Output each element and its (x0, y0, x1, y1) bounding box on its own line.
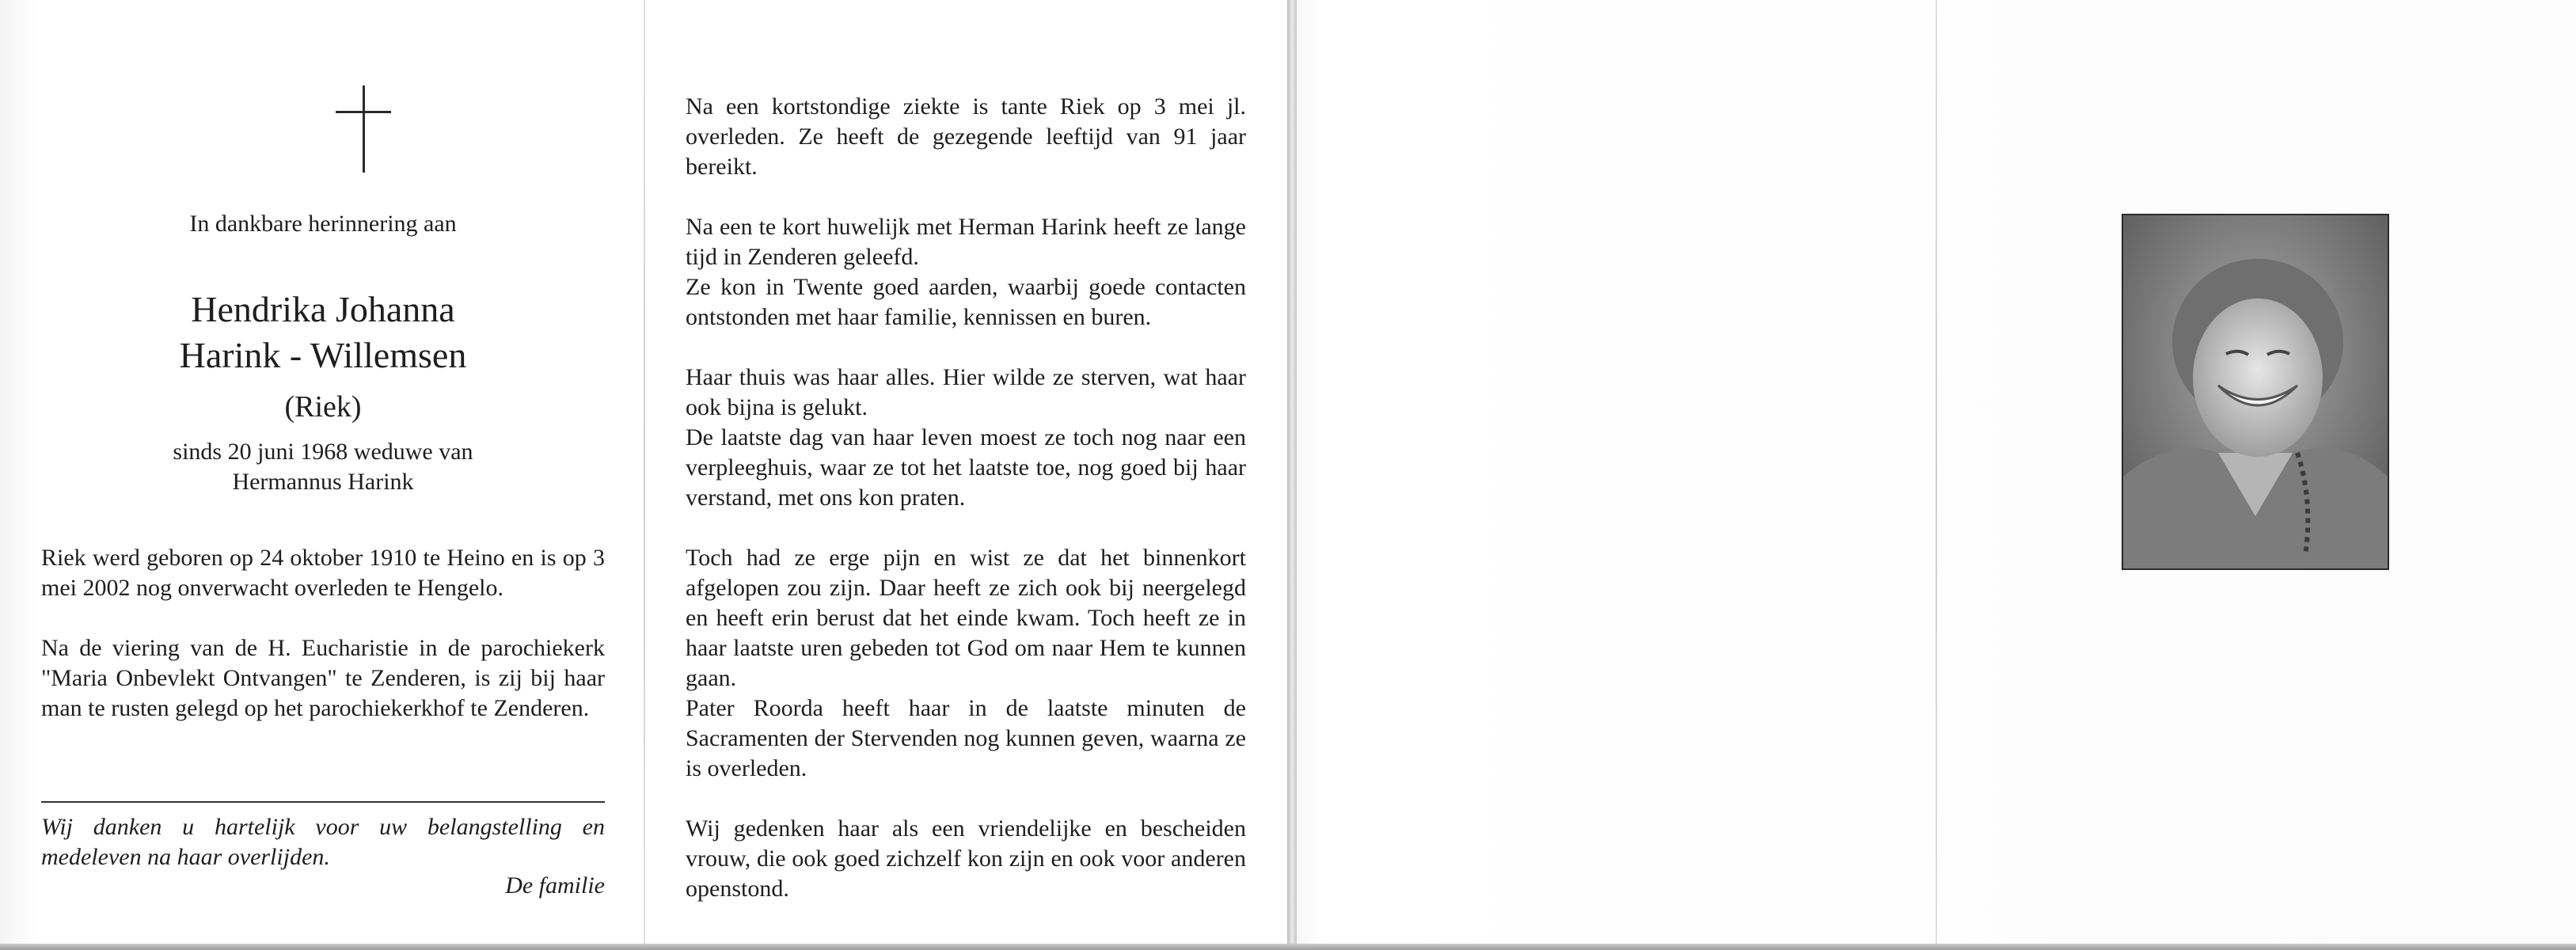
widow-line-1: sinds 20 juni 1968 weduwe van (173, 439, 473, 465)
thanks-text: Wij danken u hartelijk voor uw belangstelling en medeleven na haar overlijden. (41, 814, 605, 870)
paragraph-sacraments: Pater Roorda heeft haar in de laatste minuten de Sacramenten der Stervenden nog kunnen geven, waarna ze is overleden. (686, 695, 1246, 781)
cross-icon (336, 86, 391, 173)
nickname: (Riek) (284, 390, 362, 424)
portrait-photo (2122, 214, 2389, 570)
birth-death-paragraph: Riek werd geboren op 24 oktober 1910 te Heino en is op 3 mei 2002 nog onverwacht overleden te Hengelo. (41, 545, 605, 601)
paragraph-remembrance: Wij gedenken haar als een vriendelijke en bescheiden vrouw, die ook goed zichzelf kon zijn en ook voor anderen openstond. (686, 815, 1246, 902)
fold-line-left (644, 0, 645, 947)
paragraph-pain: Toch had ze erge pijn en wist ze dat het binnenkort afgelopen zou zijn. Daar heeft ze zich ook bij neergelegd en heeft erin berust dat het einde kwam. Toch heeft ze in haar laatste uren gebeden tot God om naar Hem te kunnen gaan. (686, 545, 1246, 691)
paragraph-last-day: De laatste dag van haar leven moest ze toch nog naar een verpleeghuis, waar ze tot het laatste toe, nog goed bij haar verstand, met ons kon praten. (686, 424, 1246, 511)
deceased-name (41, 287, 605, 378)
signature: De familie (505, 872, 605, 899)
sheet-gap (1287, 0, 1297, 950)
paragraph-twente: Ze kon in Twente goed aarden, waarbij goede contacten ontstonden met haar familie, kennissen en buren. (686, 274, 1246, 330)
funeral-paragraph: Na de viering van de H. Eucharistie in de parochiekerk "Maria Onbevlekt Ontvangen" te Zenderen, is zij bij haar man te rusten gelegd op het parochiekerkhof te Zenderen. (41, 635, 605, 721)
paragraph-home: Haar thuis was haar alles. Hier wilde ze sterven, wat haar ook bijna is gelukt. (686, 364, 1246, 420)
fold-line-right (1936, 0, 1937, 947)
paragraph-illness: Na een kortstondige ziekte is tante Riek op 3 mei jl. overleden. Ze heeft de gezegende leeftijd van 91 jaar bereikt. (686, 93, 1246, 180)
widow-text (41, 437, 605, 497)
name-line-2: Harink - Willemsen (179, 335, 467, 375)
widow-line-2: Hermannus Harink (232, 469, 414, 495)
paragraph-marriage: Na een te kort huwelijk met Herman Harink heeft ze lange tijd in Zenderen geleefd. (686, 214, 1246, 270)
card-bottom-edge (0, 944, 2576, 950)
intro-text: In dankbare herinnering aan (189, 211, 457, 237)
divider (41, 801, 605, 803)
name-line-1: Hendrika Johanna (191, 289, 455, 329)
